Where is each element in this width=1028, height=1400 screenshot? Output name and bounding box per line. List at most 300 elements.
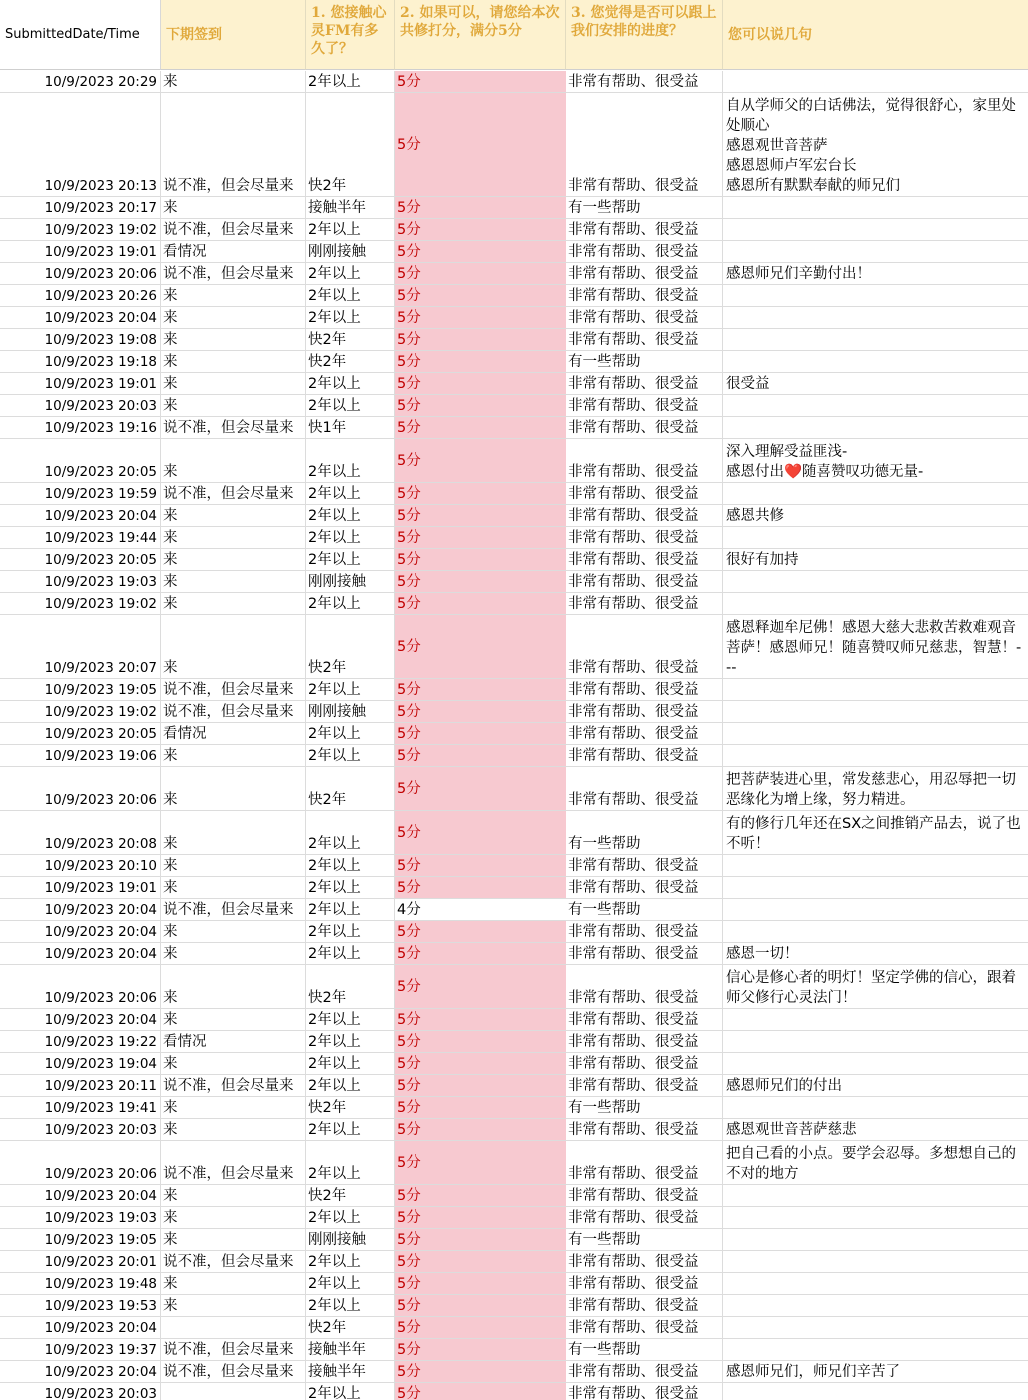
cell-score[interactable]: 5分 (395, 439, 566, 482)
cell-next-checkin[interactable]: 来 (161, 307, 306, 328)
table-row[interactable] (0, 679, 1028, 701)
cell-score[interactable]: 5分 (395, 571, 566, 592)
table-row[interactable] (0, 1031, 1028, 1053)
cell-progress[interactable]: 非常有帮助、很受益 (566, 593, 723, 614)
cell-submitted-date[interactable]: 10/9/2023 20:04 (0, 1009, 161, 1030)
cell-comment[interactable] (723, 1207, 1028, 1228)
cell-progress[interactable]: 有一些帮助 (566, 899, 723, 920)
cell-score[interactable]: 5分 (395, 241, 566, 262)
cell-duration[interactable]: 2年以上 (306, 439, 395, 482)
cell-next-checkin[interactable]: 说不准，但会尽量来 (161, 483, 306, 504)
table-row[interactable] (0, 1185, 1028, 1207)
cell-next-checkin[interactable]: 来 (161, 505, 306, 526)
cell-submitted-date[interactable]: 10/9/2023 19:41 (0, 1097, 161, 1118)
cell-duration[interactable]: 2年以上 (306, 723, 395, 744)
cell-comment[interactable] (723, 1317, 1028, 1338)
cell-duration[interactable]: 2年以上 (306, 877, 395, 898)
cell-comment[interactable] (723, 855, 1028, 876)
cell-progress[interactable]: 非常有帮助、很受益 (566, 417, 723, 438)
cell-duration[interactable]: 2年以上 (306, 1383, 395, 1400)
cell-progress[interactable]: 非常有帮助、很受益 (566, 71, 723, 92)
table-row[interactable] (0, 241, 1028, 263)
cell-score[interactable]: 5分 (395, 263, 566, 284)
cell-score[interactable]: 5分 (395, 1361, 566, 1382)
cell-score[interactable]: 5分 (395, 1251, 566, 1272)
cell-progress[interactable]: 非常有帮助、很受益 (566, 1273, 723, 1294)
cell-submitted-date[interactable]: 10/9/2023 20:03 (0, 1119, 161, 1140)
table-row[interactable] (0, 329, 1028, 351)
table-row[interactable] (0, 701, 1028, 723)
cell-score[interactable]: 5分 (395, 1229, 566, 1250)
cell-duration[interactable]: 2年以上 (306, 71, 395, 92)
cell-score[interactable]: 5分 (395, 197, 566, 218)
cell-progress[interactable]: 非常有帮助、很受益 (566, 1141, 723, 1184)
cell-duration[interactable]: 2年以上 (306, 219, 395, 240)
cell-comment[interactable] (723, 527, 1028, 548)
cell-comment[interactable] (723, 899, 1028, 920)
cell-score[interactable]: 5分 (395, 417, 566, 438)
cell-score[interactable]: 5分 (395, 1339, 566, 1360)
cell-duration[interactable]: 2年以上 (306, 943, 395, 964)
cell-submitted-date[interactable]: 10/9/2023 19:37 (0, 1339, 161, 1360)
cell-comment[interactable] (723, 1383, 1028, 1400)
cell-score[interactable]: 5分 (395, 373, 566, 394)
cell-duration[interactable]: 2年以上 (306, 527, 395, 548)
cell-comment[interactable] (723, 745, 1028, 766)
cell-submitted-date[interactable]: 10/9/2023 20:01 (0, 1251, 161, 1272)
table-row[interactable] (0, 965, 1028, 1009)
cell-duration[interactable]: 快2年 (306, 615, 395, 678)
cell-score[interactable]: 5分 (395, 943, 566, 964)
cell-submitted-date[interactable]: 10/9/2023 20:26 (0, 285, 161, 306)
cell-score[interactable]: 5分 (395, 549, 566, 570)
cell-duration[interactable]: 2年以上 (306, 285, 395, 306)
cell-duration[interactable]: 2年以上 (306, 1295, 395, 1316)
cell-submitted-date[interactable]: 10/9/2023 20:06 (0, 965, 161, 1008)
cell-comment[interactable] (723, 1273, 1028, 1294)
cell-duration[interactable]: 快2年 (306, 1317, 395, 1338)
cell-comment[interactable] (723, 395, 1028, 416)
cell-progress[interactable]: 非常有帮助、很受益 (566, 307, 723, 328)
cell-duration[interactable]: 刚刚接触 (306, 701, 395, 722)
cell-duration[interactable]: 快2年 (306, 1185, 395, 1206)
cell-comment[interactable] (723, 1339, 1028, 1360)
cell-next-checkin[interactable]: 说不准，但会尽量来 (161, 263, 306, 284)
cell-score[interactable]: 5分 (395, 285, 566, 306)
cell-score[interactable]: 4分 (395, 899, 566, 920)
table-row[interactable] (0, 1097, 1028, 1119)
cell-duration[interactable]: 2年以上 (306, 745, 395, 766)
cell-score[interactable]: 5分 (395, 483, 566, 504)
cell-duration[interactable]: 2年以上 (306, 899, 395, 920)
cell-next-checkin[interactable]: 来 (161, 71, 306, 92)
cell-next-checkin[interactable]: 说不准，但会尽量来 (161, 701, 306, 722)
cell-progress[interactable]: 非常有帮助、很受益 (566, 329, 723, 350)
cell-next-checkin[interactable]: 说不准，但会尽量来 (161, 899, 306, 920)
cell-submitted-date[interactable]: 10/9/2023 20:05 (0, 439, 161, 482)
cell-duration[interactable]: 快2年 (306, 351, 395, 372)
cell-score[interactable]: 5分 (395, 723, 566, 744)
cell-submitted-date[interactable]: 10/9/2023 20:05 (0, 549, 161, 570)
cell-score[interactable]: 5分 (395, 219, 566, 240)
cell-next-checkin[interactable]: 来 (161, 965, 306, 1008)
cell-duration[interactable]: 2年以上 (306, 263, 395, 284)
cell-comment[interactable] (723, 263, 1028, 284)
cell-score[interactable]: 5分 (395, 329, 566, 350)
cell-progress[interactable]: 有一些帮助 (566, 1339, 723, 1360)
cell-next-checkin[interactable]: 说不准，但会尽量来 (161, 1251, 306, 1272)
cell-comment[interactable] (723, 1141, 1028, 1184)
cell-submitted-date[interactable]: 10/9/2023 19:01 (0, 877, 161, 898)
cell-submitted-date[interactable]: 10/9/2023 20:13 (0, 93, 161, 196)
cell-score[interactable]: 5分 (395, 1207, 566, 1228)
cell-score[interactable]: 5分 (395, 395, 566, 416)
cell-score[interactable]: 5分 (395, 93, 566, 196)
cell-submitted-date[interactable]: 10/9/2023 19:02 (0, 219, 161, 240)
cell-progress[interactable]: 有一些帮助 (566, 811, 723, 854)
cell-next-checkin[interactable] (161, 1317, 306, 1338)
cell-next-checkin[interactable]: 来 (161, 745, 306, 766)
cell-submitted-date[interactable]: 10/9/2023 19:48 (0, 1273, 161, 1294)
cell-submitted-date[interactable]: 10/9/2023 20:29 (0, 71, 161, 92)
cell-progress[interactable]: 非常有帮助、很受益 (566, 219, 723, 240)
cell-comment[interactable] (723, 1185, 1028, 1206)
cell-comment[interactable] (723, 373, 1028, 394)
table-row[interactable] (0, 1251, 1028, 1273)
cell-progress[interactable]: 非常有帮助、很受益 (566, 1383, 723, 1400)
cell-next-checkin[interactable]: 来 (161, 943, 306, 964)
cell-comment[interactable] (723, 965, 1028, 1008)
cell-comment[interactable] (723, 943, 1028, 964)
cell-comment[interactable] (723, 877, 1028, 898)
cell-score[interactable]: 5分 (395, 615, 566, 678)
table-row[interactable] (0, 855, 1028, 877)
cell-comment[interactable] (723, 615, 1028, 678)
cell-score[interactable]: 5分 (395, 1053, 566, 1074)
cell-progress[interactable]: 非常有帮助、很受益 (566, 745, 723, 766)
cell-duration[interactable]: 2年以上 (306, 549, 395, 570)
cell-progress[interactable]: 非常有帮助、很受益 (566, 1251, 723, 1272)
cell-next-checkin[interactable]: 说不准，但会尽量来 (161, 1339, 306, 1360)
cell-comment[interactable] (723, 1295, 1028, 1316)
cell-comment[interactable] (723, 417, 1028, 438)
cell-submitted-date[interactable]: 10/9/2023 20:04 (0, 505, 161, 526)
cell-duration[interactable]: 2年以上 (306, 373, 395, 394)
cell-score[interactable]: 5分 (395, 1317, 566, 1338)
table-row[interactable] (0, 285, 1028, 307)
cell-duration[interactable]: 2年以上 (306, 1207, 395, 1228)
cell-comment[interactable] (723, 701, 1028, 722)
cell-duration[interactable]: 接触半年 (306, 1361, 395, 1382)
cell-next-checkin[interactable]: 来 (161, 549, 306, 570)
cell-score[interactable]: 5分 (395, 505, 566, 526)
cell-progress[interactable]: 非常有帮助、很受益 (566, 549, 723, 570)
cell-duration[interactable]: 接触半年 (306, 197, 395, 218)
cell-next-checkin[interactable]: 来 (161, 351, 306, 372)
table-row[interactable] (0, 593, 1028, 615)
table-row[interactable] (0, 811, 1028, 855)
cell-progress[interactable]: 非常有帮助、很受益 (566, 701, 723, 722)
table-row[interactable] (0, 395, 1028, 417)
cell-duration[interactable]: 快2年 (306, 767, 395, 810)
table-row[interactable] (0, 71, 1028, 93)
cell-score[interactable]: 5分 (395, 307, 566, 328)
cell-next-checkin[interactable]: 来 (161, 1119, 306, 1140)
cell-next-checkin[interactable]: 来 (161, 329, 306, 350)
cell-progress[interactable]: 有一些帮助 (566, 1229, 723, 1250)
cell-next-checkin[interactable]: 看情况 (161, 723, 306, 744)
cell-comment[interactable] (723, 505, 1028, 526)
cell-progress[interactable]: 有一些帮助 (566, 1097, 723, 1118)
cell-comment[interactable] (723, 1229, 1028, 1250)
table-row[interactable] (0, 767, 1028, 811)
cell-duration[interactable]: 刚刚接触 (306, 1229, 395, 1250)
cell-duration[interactable]: 刚刚接触 (306, 241, 395, 262)
cell-progress[interactable]: 非常有帮助、很受益 (566, 395, 723, 416)
cell-progress[interactable]: 非常有帮助、很受益 (566, 241, 723, 262)
cell-progress[interactable]: 非常有帮助、很受益 (566, 767, 723, 810)
cell-duration[interactable]: 2年以上 (306, 307, 395, 328)
cell-duration[interactable]: 快1年 (306, 417, 395, 438)
table-row[interactable] (0, 351, 1028, 373)
cell-score[interactable]: 5分 (395, 877, 566, 898)
cell-submitted-date[interactable]: 10/9/2023 19:05 (0, 1229, 161, 1250)
cell-comment[interactable] (723, 219, 1028, 240)
cell-comment[interactable] (723, 93, 1028, 196)
cell-comment[interactable] (723, 483, 1028, 504)
cell-progress[interactable]: 非常有帮助、很受益 (566, 1207, 723, 1228)
cell-score[interactable]: 5分 (395, 679, 566, 700)
cell-duration[interactable]: 2年以上 (306, 593, 395, 614)
cell-next-checkin[interactable]: 来 (161, 373, 306, 394)
table-row[interactable] (0, 899, 1028, 921)
cell-score[interactable]: 5分 (395, 701, 566, 722)
cell-duration[interactable]: 2年以上 (306, 1141, 395, 1184)
header-q3-progress[interactable]: 3. 您觉得是否可以跟上我们安排的进度？ (566, 0, 723, 70)
cell-duration[interactable]: 快2年 (306, 1097, 395, 1118)
cell-comment[interactable] (723, 723, 1028, 744)
table-row[interactable] (0, 219, 1028, 241)
cell-score[interactable]: 5分 (395, 351, 566, 372)
header-next-checkin[interactable]: 下期签到 (161, 0, 306, 70)
cell-progress[interactable]: 非常有帮助、很受益 (566, 527, 723, 548)
table-row[interactable] (0, 877, 1028, 899)
cell-submitted-date[interactable]: 10/9/2023 19:53 (0, 1295, 161, 1316)
cell-comment[interactable] (723, 1009, 1028, 1030)
table-row[interactable] (0, 1141, 1028, 1185)
cell-submitted-date[interactable]: 10/9/2023 20:04 (0, 307, 161, 328)
cell-submitted-date[interactable]: 10/9/2023 20:04 (0, 1361, 161, 1382)
cell-progress[interactable]: 非常有帮助、很受益 (566, 877, 723, 898)
cell-next-checkin[interactable]: 来 (161, 1185, 306, 1206)
cell-next-checkin[interactable]: 说不准，但会尽量来 (161, 93, 306, 196)
header-q1-duration[interactable]: 1. 您接触心灵FM有多久了？ (306, 0, 395, 70)
cell-score[interactable]: 5分 (395, 745, 566, 766)
cell-score[interactable]: 5分 (395, 1097, 566, 1118)
table-row[interactable] (0, 197, 1028, 219)
cell-submitted-date[interactable]: 10/9/2023 20:06 (0, 263, 161, 284)
cell-progress[interactable]: 非常有帮助、很受益 (566, 1119, 723, 1140)
cell-submitted-date[interactable]: 10/9/2023 19:06 (0, 745, 161, 766)
table-row[interactable] (0, 1361, 1028, 1383)
cell-score[interactable]: 5分 (395, 1031, 566, 1052)
table-row[interactable] (0, 417, 1028, 439)
cell-duration[interactable]: 2年以上 (306, 1009, 395, 1030)
table-row[interactable] (0, 439, 1028, 483)
cell-comment[interactable] (723, 439, 1028, 482)
cell-submitted-date[interactable]: 10/9/2023 20:07 (0, 615, 161, 678)
cell-progress[interactable]: 非常有帮助、很受益 (566, 1295, 723, 1316)
cell-progress[interactable]: 非常有帮助、很受益 (566, 921, 723, 942)
cell-submitted-date[interactable]: 10/9/2023 19:03 (0, 571, 161, 592)
cell-next-checkin[interactable]: 来 (161, 767, 306, 810)
cell-duration[interactable]: 2年以上 (306, 811, 395, 854)
cell-next-checkin[interactable]: 来 (161, 615, 306, 678)
cell-progress[interactable]: 非常有帮助、很受益 (566, 263, 723, 284)
cell-submitted-date[interactable]: 10/9/2023 20:08 (0, 811, 161, 854)
cell-next-checkin[interactable]: 说不准，但会尽量来 (161, 1361, 306, 1382)
cell-duration[interactable]: 2年以上 (306, 855, 395, 876)
table-row[interactable] (0, 527, 1028, 549)
cell-comment[interactable] (723, 1031, 1028, 1052)
cell-submitted-date[interactable]: 10/9/2023 20:04 (0, 1317, 161, 1338)
table-row[interactable] (0, 549, 1028, 571)
table-row[interactable] (0, 943, 1028, 965)
cell-comment[interactable] (723, 71, 1028, 92)
header-submitted-date[interactable]: SubmittedDate/Time (0, 0, 161, 70)
cell-progress[interactable]: 非常有帮助、很受益 (566, 285, 723, 306)
table-row[interactable] (0, 745, 1028, 767)
cell-duration[interactable]: 刚刚接触 (306, 571, 395, 592)
cell-score[interactable]: 5分 (395, 1273, 566, 1294)
cell-next-checkin[interactable]: 来 (161, 1009, 306, 1030)
cell-next-checkin[interactable]: 看情况 (161, 1031, 306, 1052)
cell-next-checkin[interactable]: 来 (161, 811, 306, 854)
cell-submitted-date[interactable]: 10/9/2023 19:08 (0, 329, 161, 350)
cell-progress[interactable]: 非常有帮助、很受益 (566, 505, 723, 526)
cell-score[interactable]: 5分 (395, 593, 566, 614)
cell-next-checkin[interactable]: 来 (161, 395, 306, 416)
cell-score[interactable]: 5分 (395, 1119, 566, 1140)
cell-score[interactable]: 5分 (395, 1295, 566, 1316)
cell-next-checkin[interactable]: 说不准，但会尽量来 (161, 417, 306, 438)
cell-next-checkin[interactable]: 来 (161, 1207, 306, 1228)
table-row[interactable] (0, 921, 1028, 943)
table-row[interactable] (0, 93, 1028, 197)
cell-progress[interactable]: 非常有帮助、很受益 (566, 1053, 723, 1074)
cell-duration[interactable]: 接触半年 (306, 1339, 395, 1360)
table-row[interactable] (0, 1229, 1028, 1251)
cell-next-checkin[interactable]: 说不准，但会尽量来 (161, 1075, 306, 1096)
cell-progress[interactable]: 非常有帮助、很受益 (566, 1317, 723, 1338)
cell-progress[interactable]: 有一些帮助 (566, 351, 723, 372)
cell-next-checkin[interactable]: 来 (161, 197, 306, 218)
cell-submitted-date[interactable]: 10/9/2023 19:44 (0, 527, 161, 548)
cell-comment[interactable] (723, 767, 1028, 810)
cell-progress[interactable]: 非常有帮助、很受益 (566, 723, 723, 744)
cell-comment[interactable] (723, 921, 1028, 942)
cell-duration[interactable]: 2年以上 (306, 1075, 395, 1096)
table-row[interactable] (0, 571, 1028, 593)
cell-duration[interactable]: 2年以上 (306, 1251, 395, 1272)
cell-submitted-date[interactable]: 10/9/2023 20:06 (0, 767, 161, 810)
cell-score[interactable]: 5分 (395, 1009, 566, 1030)
cell-score[interactable]: 5分 (395, 921, 566, 942)
cell-comment[interactable] (723, 329, 1028, 350)
cell-comment[interactable] (723, 1075, 1028, 1096)
table-row[interactable] (0, 1009, 1028, 1031)
cell-submitted-date[interactable]: 10/9/2023 19:22 (0, 1031, 161, 1052)
cell-submitted-date[interactable]: 10/9/2023 19:03 (0, 1207, 161, 1228)
cell-next-checkin[interactable]: 看情况 (161, 241, 306, 262)
cell-submitted-date[interactable]: 10/9/2023 20:11 (0, 1075, 161, 1096)
table-row[interactable] (0, 1383, 1028, 1400)
cell-next-checkin[interactable]: 来 (161, 1097, 306, 1118)
cell-score[interactable]: 5分 (395, 811, 566, 854)
table-row[interactable] (0, 1339, 1028, 1361)
cell-score[interactable]: 5分 (395, 965, 566, 1008)
table-row[interactable] (0, 373, 1028, 395)
cell-progress[interactable]: 非常有帮助、很受益 (566, 483, 723, 504)
cell-next-checkin[interactable]: 说不准，但会尽量来 (161, 219, 306, 240)
cell-comment[interactable] (723, 1097, 1028, 1118)
cell-submitted-date[interactable]: 10/9/2023 19:01 (0, 373, 161, 394)
cell-next-checkin[interactable]: 来 (161, 439, 306, 482)
cell-next-checkin[interactable]: 说不准，但会尽量来 (161, 679, 306, 700)
cell-progress[interactable]: 非常有帮助、很受益 (566, 615, 723, 678)
cell-submitted-date[interactable]: 10/9/2023 19:16 (0, 417, 161, 438)
cell-submitted-date[interactable]: 10/9/2023 20:04 (0, 899, 161, 920)
cell-score[interactable]: 5分 (395, 71, 566, 92)
cell-progress[interactable]: 非常有帮助、很受益 (566, 373, 723, 394)
cell-comment[interactable] (723, 811, 1028, 854)
cell-next-checkin[interactable]: 说不准，但会尽量来 (161, 1141, 306, 1184)
cell-progress[interactable]: 非常有帮助、很受益 (566, 1031, 723, 1052)
cell-comment[interactable] (723, 197, 1028, 218)
cell-comment[interactable] (723, 285, 1028, 306)
cell-submitted-date[interactable]: 10/9/2023 20:04 (0, 1185, 161, 1206)
cell-score[interactable]: 5分 (395, 1383, 566, 1400)
cell-submitted-date[interactable]: 10/9/2023 19:59 (0, 483, 161, 504)
cell-duration[interactable]: 快2年 (306, 93, 395, 196)
cell-comment[interactable] (723, 549, 1028, 570)
cell-submitted-date[interactable]: 10/9/2023 19:18 (0, 351, 161, 372)
cell-comment[interactable] (723, 571, 1028, 592)
table-row[interactable] (0, 1207, 1028, 1229)
table-row[interactable] (0, 307, 1028, 329)
cell-next-checkin[interactable]: 来 (161, 527, 306, 548)
cell-duration[interactable]: 2年以上 (306, 483, 395, 504)
table-row[interactable] (0, 615, 1028, 679)
cell-progress[interactable]: 非常有帮助、很受益 (566, 439, 723, 482)
cell-comment[interactable] (723, 241, 1028, 262)
cell-comment[interactable] (723, 593, 1028, 614)
table-row[interactable] (0, 723, 1028, 745)
cell-duration[interactable]: 2年以上 (306, 505, 395, 526)
cell-duration[interactable]: 快2年 (306, 329, 395, 350)
cell-score[interactable]: 5分 (395, 1075, 566, 1096)
cell-submitted-date[interactable]: 10/9/2023 20:03 (0, 395, 161, 416)
cell-score[interactable]: 5分 (395, 527, 566, 548)
cell-comment[interactable] (723, 1361, 1028, 1382)
cell-progress[interactable]: 非常有帮助、很受益 (566, 943, 723, 964)
cell-progress[interactable]: 非常有帮助、很受益 (566, 855, 723, 876)
cell-submitted-date[interactable]: 10/9/2023 19:02 (0, 701, 161, 722)
cell-submitted-date[interactable]: 10/9/2023 20:06 (0, 1141, 161, 1184)
cell-next-checkin[interactable]: 来 (161, 1295, 306, 1316)
cell-submitted-date[interactable]: 10/9/2023 19:04 (0, 1053, 161, 1074)
cell-comment[interactable] (723, 1053, 1028, 1074)
